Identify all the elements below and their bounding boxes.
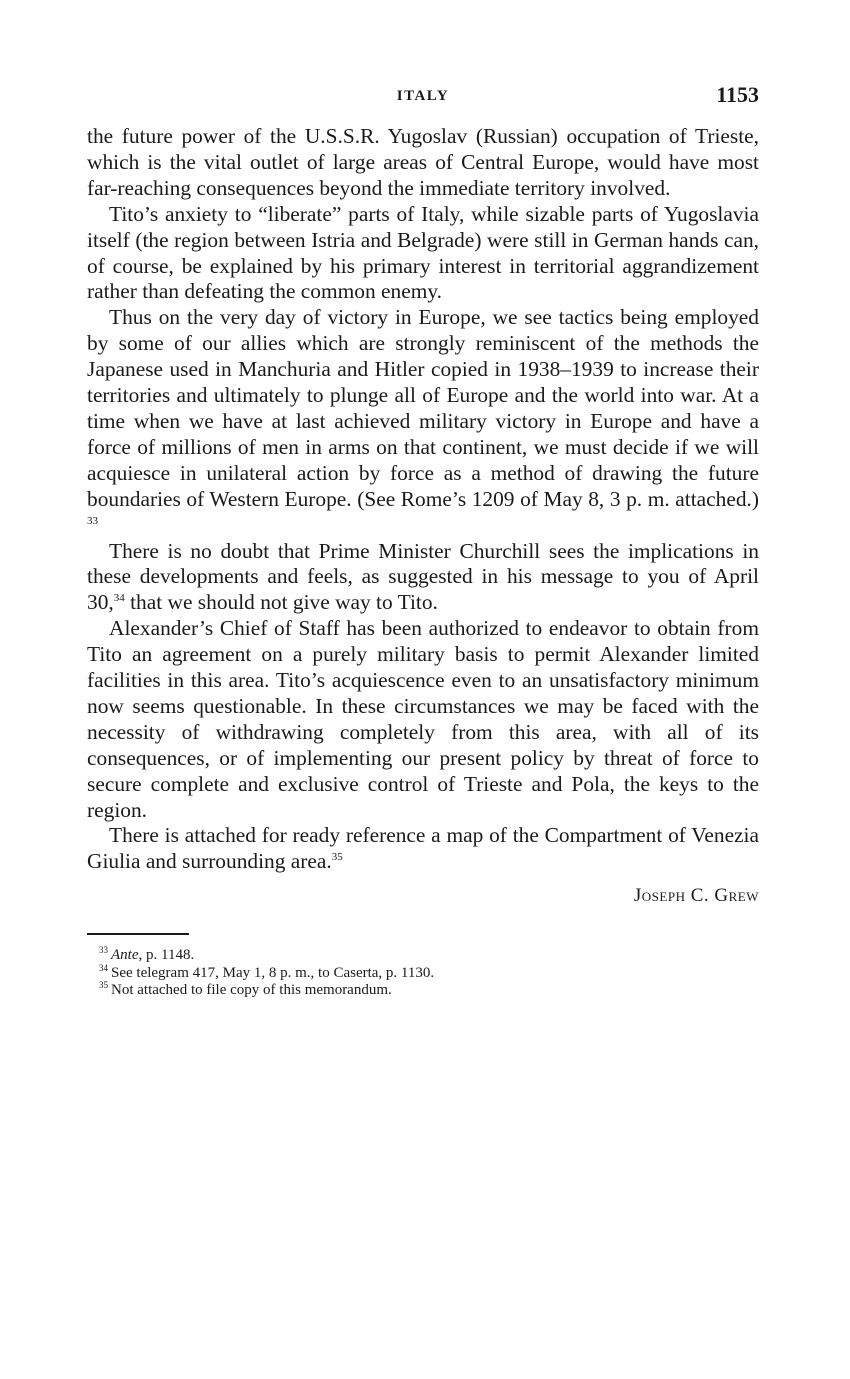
- footnote-italic-text: Ante,: [111, 947, 143, 964]
- paragraph: [87, 823, 759, 875]
- footnotes: [87, 947, 759, 1000]
- paragraph: [87, 202, 759, 306]
- page-header: [87, 80, 759, 114]
- signature: Joseph C. Grew: [633, 885, 759, 907]
- paragraph-text: There is attached for ready reference a map of the Compartment of Venezia Giulia and surrounding area.: [87, 823, 759, 874]
- footnote-number: 35: [99, 980, 108, 991]
- paragraph-text: the future power of the U.S.S.R. Yugoslav (Russian) occupation of Trieste, which is the vital outlet of large areas of Central Europe, would have most far-reaching consequences beyond the immediate territory involved.: [87, 124, 759, 200]
- footnote-text: See telegram 417, May 1, 8 p. m., to Caserta, p. 1130.: [111, 964, 435, 981]
- paragraph: [87, 124, 759, 202]
- document-page: [87, 80, 759, 1000]
- paragraph: [87, 539, 759, 617]
- footnote: [99, 982, 759, 1000]
- body-text: [87, 124, 759, 875]
- paragraph: [87, 616, 759, 823]
- footnote-text: p. 1148.: [142, 947, 195, 964]
- paragraph: [87, 305, 759, 538]
- footnote-reference: 33: [87, 514, 98, 527]
- paragraph-text: that we should not give way to Tito.: [124, 590, 438, 615]
- page-number: 1153: [716, 82, 759, 107]
- footnote-number: 34: [99, 962, 108, 973]
- paragraph-text: Thus on the very day of victory in Europe, we see tactics being employed by some of our allies which are strongly reminiscent of the methods the Japanese used in Manchuria and Hitler copied in 1938–1939 to increase their territories and ultimately to plunge all of Europe and the world into war. At a time when we have at last achieved military victory in Europe and have a force of millions of men in arms on that continent, we must decide if we will acquiesce in unilateral action by force as a method of drawing the future boundaries of Western Europe. (See Rome’s 1209 of May 8, 3 p. m. attached.): [87, 305, 759, 511]
- footnote-text: Not attached to file copy of this memorandum.: [111, 982, 392, 999]
- footnote-reference: 35: [331, 851, 343, 864]
- paragraph-text: Tito’s anxiety to “liberate” parts of Italy, while sizable parts of Yugoslavia itself (the region between Istria and Belgrade) were still in German hands can, of course, be explained by his primary interest in territorial aggrandizement rather than defeating the common enemy.: [87, 201, 759, 304]
- footnote-number: 33: [99, 945, 108, 956]
- footnote: [99, 962, 759, 983]
- paragraph-text: Alexander’s Chief of Staff has been authorized to endeavor to obtain from Tito an agreement on a purely military basis to permit Alexander limited facilities in this area. Tito’s acquiescence even to an unsatisfactory minimum now seems questionable. In these circumstances we may be faced with the necessity of withdrawing completely from this area, with all of its consequences, or of implementing our present policy by threat of force to secure complete and exclusive control of Trieste and Pola, the keys to the region.: [87, 616, 759, 822]
- paragraph-text: There is no doubt that Prime Minister Churchill sees the implications in these developments and feels, as suggested in his message to you of April 30,: [87, 538, 759, 615]
- running-head: ITALY: [396, 88, 450, 104]
- footnote: [99, 947, 759, 965]
- footnote-reference: 34: [113, 592, 125, 605]
- footnote-divider: [87, 933, 189, 935]
